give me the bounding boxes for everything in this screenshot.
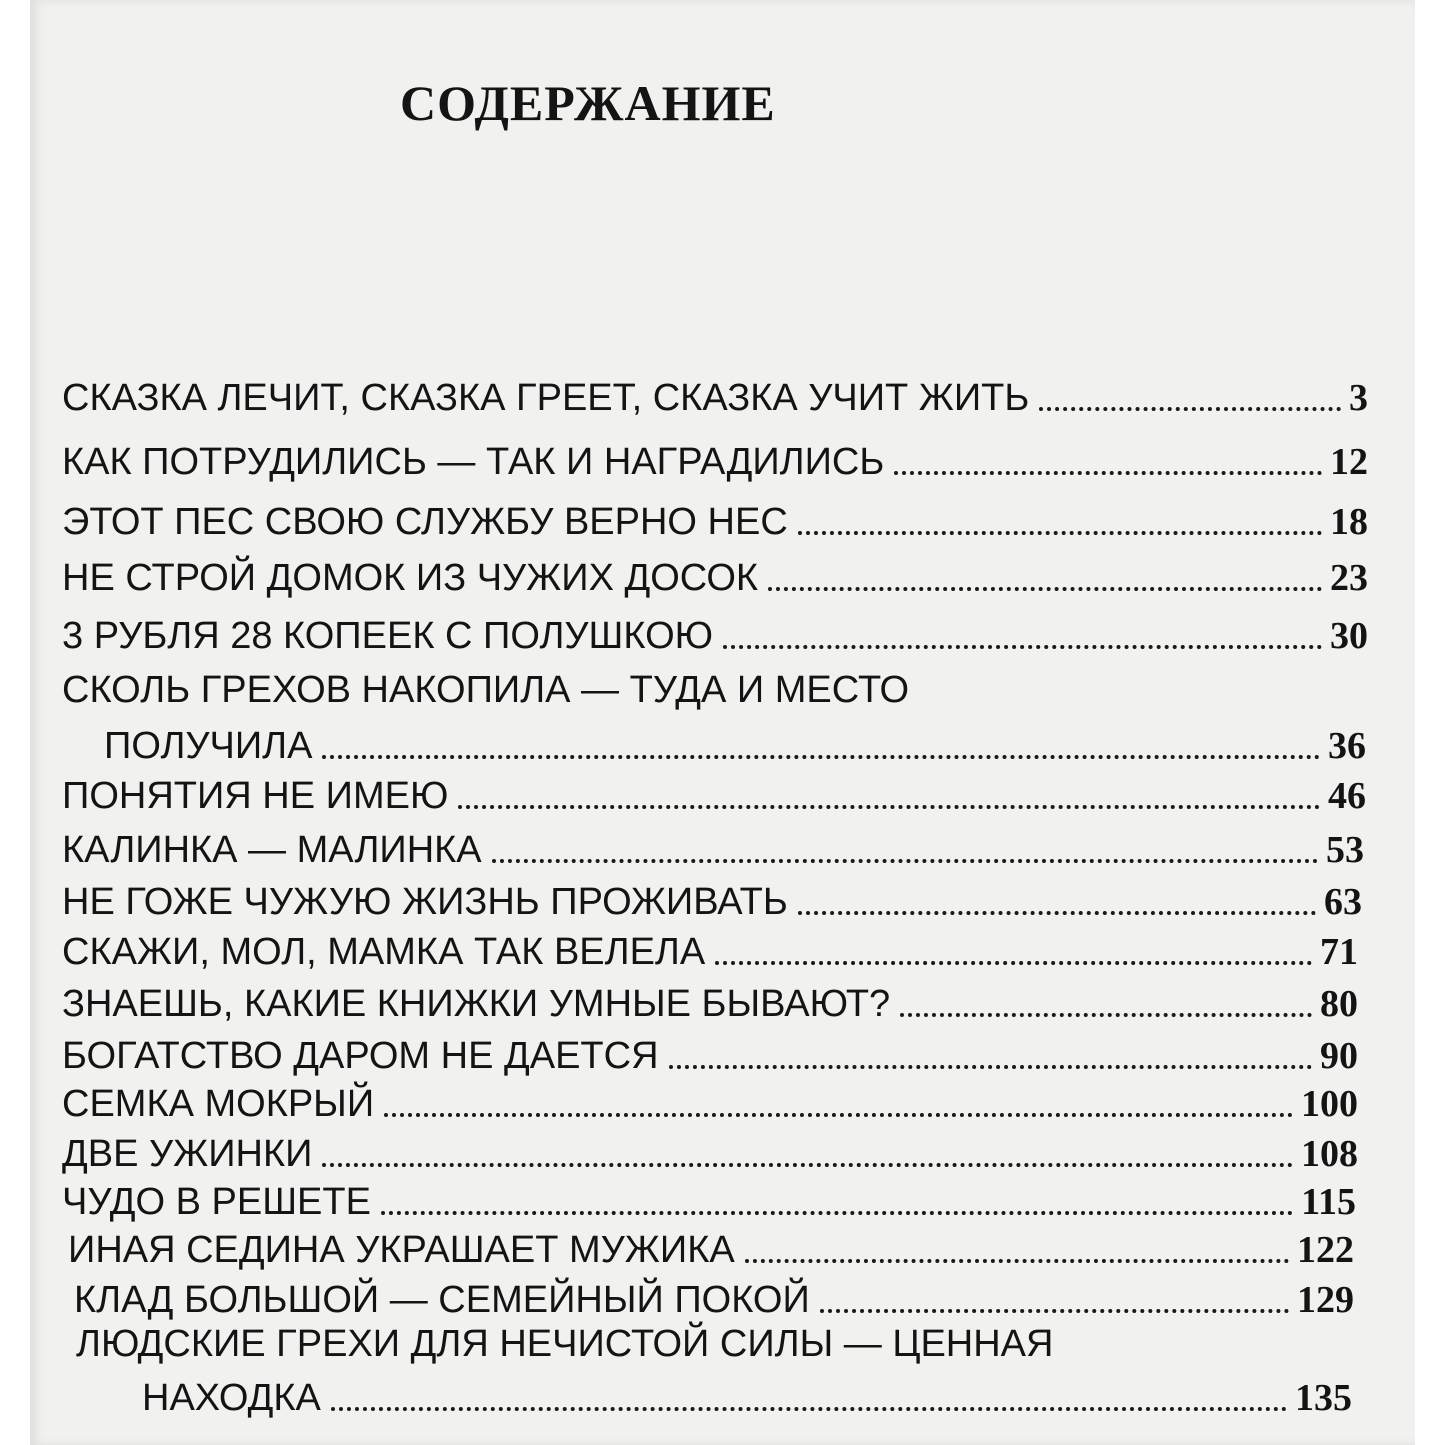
toc-entry bbox=[62, 828, 1364, 872]
toc-entry-page: 129 bbox=[1297, 1279, 1354, 1321]
toc-entry-title: КАЛИНКА — МАЛИНКА bbox=[62, 829, 482, 871]
toc-entry-page: 122 bbox=[1297, 1229, 1354, 1271]
toc-entry-first-line bbox=[62, 668, 1368, 712]
toc-entry-page: 80 bbox=[1320, 983, 1358, 1025]
toc-entry-page: 135 bbox=[1295, 1377, 1352, 1419]
toc-entry-first-line bbox=[76, 1322, 1356, 1366]
toc-entry-title: БОГАТСТВО ДАРОМ НЕ ДАЕТСЯ bbox=[62, 1035, 659, 1077]
toc-entry-page: 53 bbox=[1326, 829, 1364, 871]
toc-entry bbox=[62, 1132, 1358, 1176]
toc-entry-title: ЛЮДСКИЕ ГРЕХИ ДЛЯ НЕЧИСТОЙ СИЛЫ — ЦЕННАЯ bbox=[76, 1323, 1054, 1365]
toc-entry bbox=[62, 774, 1366, 818]
toc-entry-title: КЛАД БОЛЬШОЙ — СЕМЕЙНЫЙ ПОКОЙ bbox=[74, 1279, 810, 1321]
toc-entry-page: 46 bbox=[1328, 775, 1366, 817]
toc-entry-title: НЕ ГОЖЕ ЧУЖУЮ ЖИЗНЬ ПРОЖИВАТЬ bbox=[62, 881, 788, 923]
toc-entry-page: 23 bbox=[1330, 557, 1368, 599]
toc-entry bbox=[62, 500, 1368, 544]
toc-entry-title: ДВЕ УЖИНКИ bbox=[62, 1133, 313, 1175]
toc-entry-page: 71 bbox=[1320, 931, 1358, 973]
toc-entry bbox=[68, 1228, 1354, 1272]
toc-entry bbox=[62, 930, 1358, 974]
dot-leader bbox=[820, 1309, 1289, 1313]
dot-leader bbox=[798, 531, 1322, 535]
toc-entry-title: СКАЖИ, МОЛ, МАМКА ТАК ВЕЛЕЛА bbox=[62, 931, 706, 973]
toc-entry bbox=[62, 880, 1362, 924]
dot-leader bbox=[900, 1013, 1312, 1017]
toc-entry-title: СКАЗКА ЛЕЧИТ, СКАЗКА ГРЕЕТ, СКАЗКА УЧИТ ЖИТЬ bbox=[62, 377, 1030, 419]
toc-entry-title: КАК ПОТРУДИЛИСЬ — ТАК И НАГРАДИЛИСЬ bbox=[62, 441, 885, 483]
toc-entry-title: НЕ СТРОЙ ДОМОК ИЗ ЧУЖИХ ДОСОК bbox=[62, 557, 759, 599]
dot-leader bbox=[723, 645, 1322, 649]
dot-leader bbox=[715, 961, 1312, 965]
toc-entry bbox=[62, 614, 1368, 658]
toc-entry-page: 100 bbox=[1301, 1083, 1358, 1125]
toc-entry-title-continued: НАХОДКА bbox=[142, 1377, 321, 1419]
toc-entry-page: 18 bbox=[1330, 501, 1368, 543]
toc-entry-title: ЭТОТ ПЕС СВОЮ СЛУЖБУ ВЕРНО НЕС bbox=[62, 501, 788, 543]
dot-leader bbox=[894, 471, 1322, 475]
toc-entry-page: 30 bbox=[1330, 615, 1368, 657]
dot-leader bbox=[669, 1065, 1312, 1069]
toc-entry-title: ПОНЯТИЯ НЕ ИМЕЮ bbox=[62, 775, 449, 817]
toc-entry bbox=[62, 982, 1358, 1026]
toc-entry-page: 63 bbox=[1324, 881, 1362, 923]
toc-entry bbox=[62, 556, 1368, 600]
dot-leader bbox=[458, 805, 1320, 809]
toc-entry bbox=[74, 1278, 1354, 1322]
toc-entry bbox=[142, 1376, 1352, 1420]
toc-entry-title: СЕМКА МОКРЫЙ bbox=[62, 1083, 375, 1125]
toc-entry-page: 108 bbox=[1301, 1133, 1358, 1175]
toc-entry bbox=[62, 376, 1368, 420]
toc-entry bbox=[62, 1082, 1358, 1126]
dot-leader bbox=[1039, 407, 1341, 411]
toc-entry bbox=[62, 1180, 1356, 1224]
dot-leader bbox=[798, 911, 1316, 915]
dot-leader bbox=[322, 1163, 1293, 1167]
dot-leader bbox=[384, 1113, 1293, 1117]
toc-entry-title: ЧУДО В РЕШЕТЕ bbox=[62, 1181, 371, 1223]
toc-entry-title: СКОЛЬ ГРЕХОВ НАКОПИЛА — ТУДА И МЕСТО bbox=[62, 669, 910, 711]
toc-entry bbox=[62, 1034, 1358, 1078]
toc-entry-page: 90 bbox=[1320, 1035, 1358, 1077]
toc-entry-title: ЗНАЕШЬ, КАКИЕ КНИЖКИ УМНЫЕ БЫВАЮТ? bbox=[62, 983, 891, 1025]
dot-leader bbox=[322, 755, 1320, 759]
toc-entry-page: 36 bbox=[1328, 725, 1366, 767]
toc-entry-page: 3 bbox=[1349, 377, 1368, 419]
dot-leader bbox=[768, 587, 1322, 591]
dot-leader bbox=[745, 1259, 1289, 1263]
dot-leader bbox=[331, 1407, 1287, 1411]
toc-entry-title-continued: ПОЛУЧИЛА bbox=[104, 725, 313, 767]
toc-entry-page: 115 bbox=[1301, 1181, 1356, 1223]
toc-entry-page: 12 bbox=[1330, 441, 1368, 483]
page-title: СОДЕРЖАНИЕ bbox=[400, 75, 776, 131]
toc-entry-title: ИНАЯ СЕДИНА УКРАШАЕТ МУЖИКА bbox=[68, 1229, 735, 1271]
dot-leader bbox=[492, 859, 1318, 863]
toc-entry-title: 3 РУБЛЯ 28 КОПЕЕК С ПОЛУШКОЮ bbox=[62, 615, 714, 657]
toc-entry bbox=[104, 724, 1366, 768]
toc-entry bbox=[62, 440, 1368, 484]
dot-leader bbox=[381, 1211, 1293, 1215]
